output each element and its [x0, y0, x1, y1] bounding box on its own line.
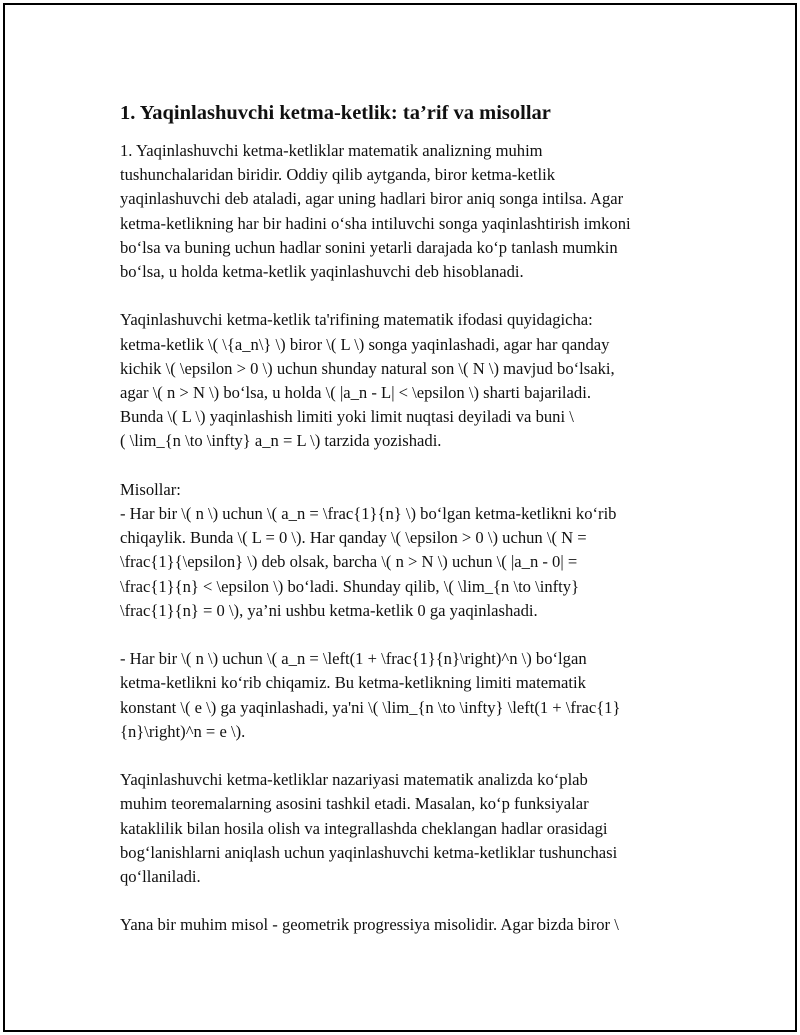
paragraph-line: ketma-ketlikning har bir hadini o‘sha intiluvchi songa yaqinlashtirish imkoni — [120, 213, 631, 233]
paragraph-gap — [120, 284, 705, 308]
paragraph-line: - Har bir \( n \) uchun \( a_n = \frac{1}{n} \) bo‘lgan ketma-ketlikni ko‘rib — [120, 504, 617, 524]
paragraph-line: {n}\right)^n = e \). — [120, 721, 246, 741]
paragraph-line: bo‘lsa va buning uchun hadlar sonini yetarli darajada ko‘p tanlash mumkin — [120, 237, 618, 257]
paragraph-line: bo‘lsa, u holda ketma-ketlik yaqinlashuvchi deb hisoblanadi. — [120, 262, 524, 282]
paragraph — [120, 478, 705, 623]
paragraph-gap — [120, 744, 705, 768]
paragraph-line: qo‘llaniladi. — [120, 867, 201, 887]
paragraph — [120, 913, 705, 937]
paragraph-line: chiqaylik. Bunda \( L = 0 \). Har qanday \( \epsilon > 0 \) uchun \( N = — [120, 528, 587, 548]
paragraph — [120, 647, 705, 744]
document-title: 1. Yaqinlashuvchi ketma-ketlik: ta’rif va misollar — [120, 102, 551, 124]
page-frame — [3, 3, 797, 1032]
paragraph-line: kichik \( \epsilon > 0 \) uchun shunday natural son \( N \) mavjud bo‘lsaki, — [120, 358, 615, 378]
paragraph — [120, 768, 705, 889]
paragraph-line: Yaqinlashuvchi ketma-ketliklar nazariyasi matematik analizda ko‘plab — [120, 770, 588, 790]
paragraph-line: \frac{1}{n} = 0 \), ya’ni ushbu ketma-ketlik 0 ga yaqinlashadi. — [120, 600, 538, 620]
paragraph — [120, 139, 705, 284]
paragraph-line: ketma-ketlik \( \{a_n\} \) biror \( L \) songa yaqinlashadi, agar har qanday — [120, 334, 610, 354]
paragraph-gap — [120, 454, 705, 478]
paragraphs-container — [120, 139, 705, 938]
paragraph — [120, 308, 705, 453]
document-body — [120, 100, 705, 938]
paragraph-line: \frac{1}{\epsilon} \) deb olsak, barcha \( n > N \) uchun \( |a_n - 0| = — [120, 552, 578, 572]
paragraph-line: ketma-ketlikni ko‘rib chiqamiz. Bu ketma-ketlikning limiti matematik — [120, 673, 586, 693]
paragraph-line: muhim teoremalarning asosini tashkil etadi. Masalan, ko‘p funksiyalar — [120, 794, 589, 814]
paragraph-line: tushunchalaridan biridir. Oddiy qilib aytganda, biror ketma-ketlik — [120, 165, 556, 185]
paragraph-gap — [120, 623, 705, 647]
paragraph-line: konstant \( e \) ga yaqinlashadi, ya'ni \( \lim_{n \to \infty} \left(1 + \frac{1} — [120, 697, 621, 717]
paragraph-line: \frac{1}{n} < \epsilon \) bo‘ladi. Shunday qilib, \( \lim_{n \to \infty} — [120, 576, 580, 596]
paragraph-line: 1. Yaqinlashuvchi ketma-ketliklar matematik analizning muhim — [120, 141, 543, 160]
paragraph-line: - Har bir \( n \) uchun \( a_n = \left(1 + \frac{1}{n}\right)^n \) bo‘lgan — [120, 649, 587, 669]
paragraph-line: bog‘lanishlarni aniqlash uchun yaqinlashuvchi ketma-ketliklar tushunchasi — [120, 842, 618, 862]
paragraph-line: Yaqinlashuvchi ketma-ketlik ta'rifining matematik ifodasi quyidagicha: — [120, 310, 593, 330]
paragraph-line: agar \( n > N \) bo‘lsa, u holda \( |a_n - L| < \epsilon \) sharti bajariladi. — [120, 383, 591, 403]
paragraph-line: ( \lim_{n \to \infty} a_n = L \) tarzida yozishadi. — [120, 431, 442, 451]
paragraph-line: Yana bir muhim misol - geometrik progressiya misolidir. Agar bizda biror \ — [120, 915, 619, 935]
paragraph-line: yaqinlashuvchi deb ataladi, agar uning hadlari biror aniq songa intilsa. Agar — [120, 189, 624, 209]
paragraph-gap — [120, 889, 705, 913]
paragraph-line: Bunda \( L \) yaqinlashish limiti yoki limit nuqtasi deyiladi va buni \ — [120, 407, 574, 427]
paragraph-line: kataklilik bilan hosila olish va integrallashda cheklangan hadlar orasidagi — [120, 818, 608, 838]
paragraph-line: Misollar: — [120, 479, 181, 499]
